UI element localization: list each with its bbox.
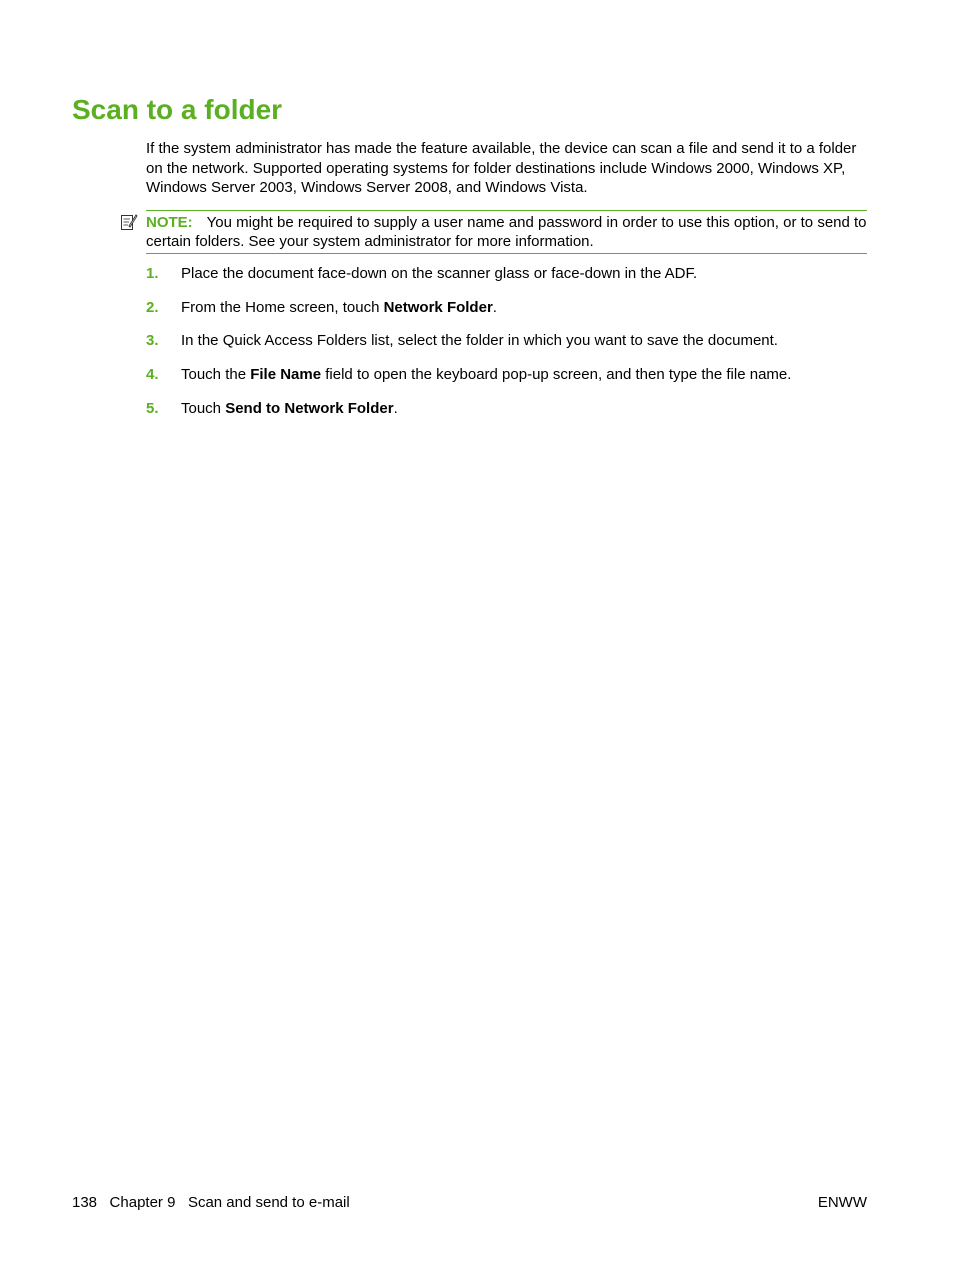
intro-paragraph: If the system administrator has made the feature available, the device can scan a file and send it to a folder on the network. Supported operating systems for folder destinations include Windows 2000, Windows XP, Windows Server 2003, Windows Server 2008, and Windows Vista. <box>146 140 857 196</box>
footer-page-number: 138 <box>72 1194 98 1211</box>
step-text: Touch the File Name field to open the keyboard pop-up screen, and then type the file name. <box>181 366 792 384</box>
step-text: Touch Send to Network Folder. <box>181 399 398 417</box>
step-number: 3. <box>146 332 159 350</box>
step-number: 1. <box>146 265 159 282</box>
footer-right: ENWW <box>817 1194 867 1211</box>
step-number: 2. <box>146 298 159 316</box>
step-text: From the Home screen, touch Network Folder. <box>181 298 497 316</box>
step-item <box>146 365 871 385</box>
step-item <box>146 399 871 419</box>
step-item <box>146 331 871 351</box>
footer-chapter-title: Scan and send to e-mail <box>187 1194 350 1211</box>
note-box <box>146 210 867 254</box>
page-title: Scan to a folder <box>72 94 283 125</box>
step-text: In the Quick Access Folders list, select the folder in which you want to save the document. <box>181 332 778 350</box>
footer-chapter: Chapter 9 <box>109 1194 176 1211</box>
step-item <box>146 264 871 284</box>
step-text: Place the document face-down on the scanner glass or face-down in the ADF. <box>181 265 698 282</box>
step-number: 4. <box>146 366 159 384</box>
step-number: 5. <box>146 399 159 417</box>
step-item <box>146 298 871 318</box>
note-label: NOTE: <box>146 214 193 231</box>
note-pencil-icon <box>120 213 138 231</box>
note-text: You might be required to supply a user name and password in order to use this option, or to send to certain folders. See your system administrator for more information. <box>146 214 867 250</box>
steps-list <box>146 264 871 432</box>
footer-left <box>72 1193 350 1213</box>
